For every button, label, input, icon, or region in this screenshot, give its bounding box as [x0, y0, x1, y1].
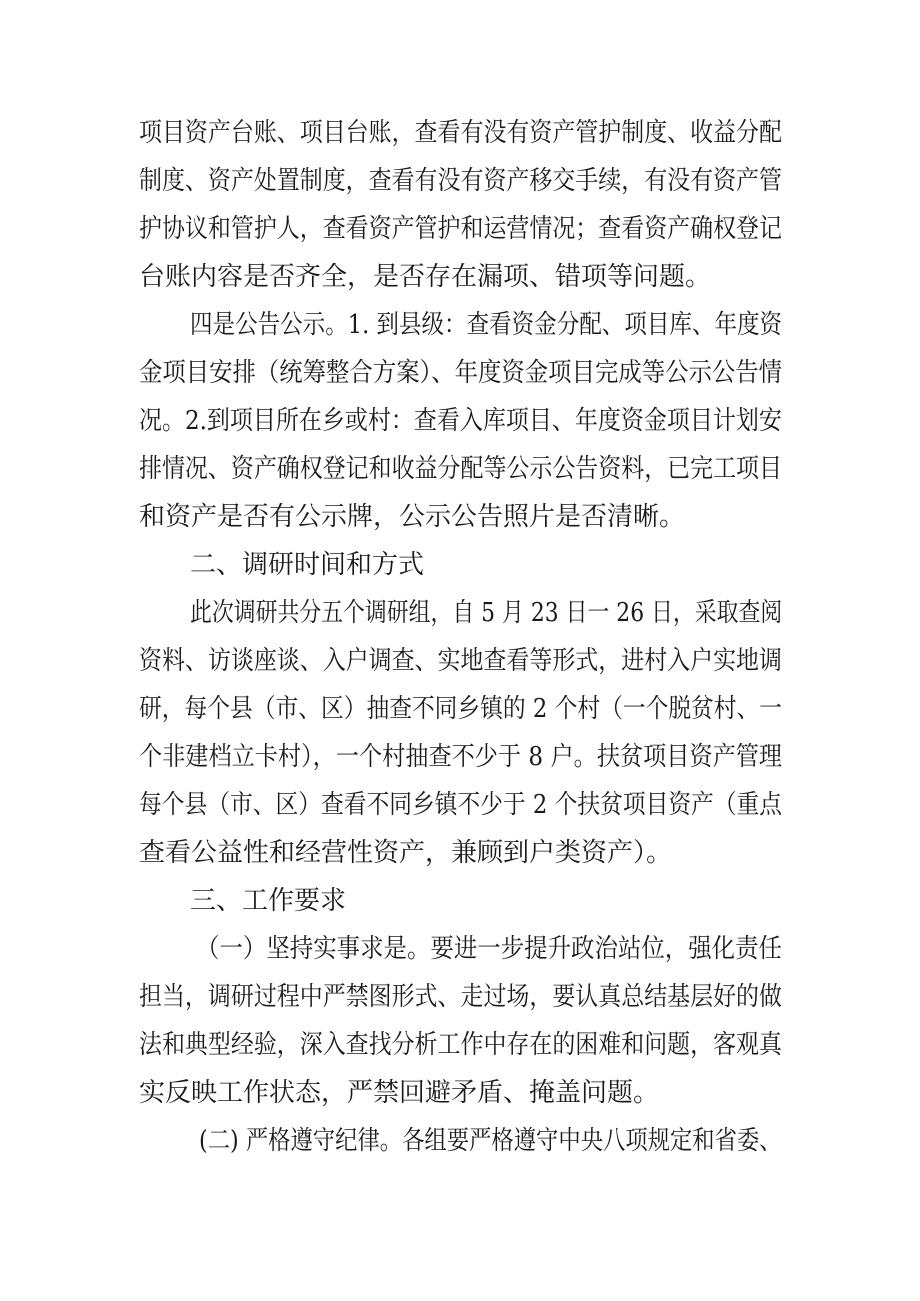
text-line: 护协议和管护人，查看资产管护和运营情况；查看资产确权登记 — [139, 214, 782, 244]
text-line: 资料、访谈座谈、入户调查、实地查看等形式，进村入户实地调 — [139, 646, 782, 676]
text-line: 法和典型经验，深入查找分析工作中存在的困难和问题，客观真 — [139, 1030, 782, 1060]
text-line: 担当，调研过程中严禁图形式、走过场，要认真总结基层好的做 — [139, 982, 782, 1012]
text-line: 查看公益性和经营性资产，兼顾到户类资产）。 — [139, 838, 673, 868]
text-line: 制度、资产处置制度，查看有没有资产移交手续，有没有资产管 — [139, 166, 782, 196]
text-line: 实反映工作状态，严禁回避矛盾、掩盖问题。 — [139, 1078, 660, 1108]
text-line: 台账内容是否齐全，是否存在漏项、错项等问题。 — [139, 262, 712, 292]
text-line: 每个县（市、区）查看不同乡镇不少于 2 个扶贫项目资产（重点 — [139, 790, 783, 820]
section-heading: 三、工作要求 — [190, 886, 347, 916]
text-line: 金项目安排（统筹整合方案）、年度资金项目完成等公示公告情 — [139, 358, 783, 388]
text-line: 研，每个县（市、区）抽查不同乡镇的 2 个村（一个脱贫村、一 — [139, 694, 783, 724]
text-line: 项目资产台账、项目台账，查看有没有资产管护制度、收益分配 — [139, 118, 782, 148]
paragraph-start-line: 此次调研共分五个调研组，自 5 月 23 日一 26 日，采取查阅 — [190, 598, 783, 628]
text-line: 况。2.到项目所在乡或村：查看入库项目、年度资金项目计划安 — [139, 406, 782, 436]
text-line: 排情况、资产确权登记和收益分配等公示公告资料，已完工项目 — [139, 454, 782, 484]
text-line: 和资产是否有公示牌，公示公告照片是否清晰。 — [139, 502, 686, 532]
subsection-start-line: (二) 严格遵守纪律。各组要严格遵守中央八项规定和省委、 — [199, 1126, 782, 1156]
subsection-start-line: （一）坚持实事求是。要进一步提升政治站位，强化责任 — [196, 934, 782, 964]
paragraph-start-line: 四是公告公示。1. 到县级：查看资金分配、项目库、年度资 — [190, 310, 783, 340]
text-line: 个非建档立卡村），一个村抽查不少于 8 户。扶贫项目资产管理 — [139, 742, 783, 772]
section-heading: 二、调研时间和方式 — [190, 550, 425, 580]
